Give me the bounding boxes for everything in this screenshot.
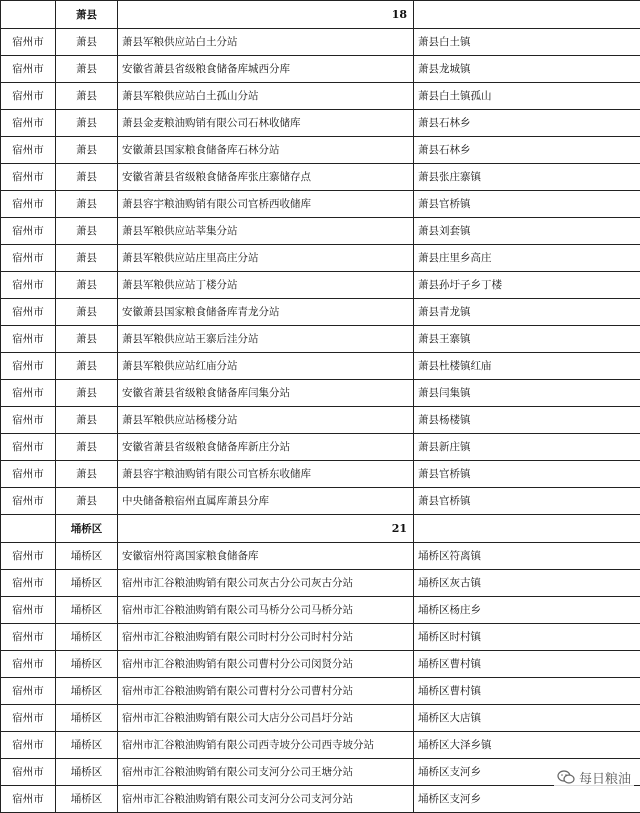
location-cell: 萧县杨楼镇 xyxy=(414,407,640,434)
city-cell: 宿州市 xyxy=(1,353,56,380)
table-body xyxy=(1,1,640,813)
county-cell: 萧县 xyxy=(56,137,118,164)
table-row xyxy=(1,732,640,759)
county-cell: 埇桥区 xyxy=(56,570,118,597)
site-cell: 萧县军粮供应站白土孤山分站 xyxy=(118,83,414,110)
site-cell: 安徽省萧县省级粮食储备库城西分库 xyxy=(118,56,414,83)
location-cell xyxy=(414,515,640,543)
table-row xyxy=(1,299,640,326)
section-count: 18 xyxy=(118,1,414,29)
section-county: 萧县 xyxy=(56,1,118,29)
table-row xyxy=(1,83,640,110)
site-cell: 萧县军粮供应站杨楼分站 xyxy=(118,407,414,434)
county-cell: 萧县 xyxy=(56,299,118,326)
table-row xyxy=(1,272,640,299)
city-cell: 宿州市 xyxy=(1,245,56,272)
site-cell: 宿州市汇谷粮油购销有限公司支河分公司王塘分站 xyxy=(118,759,414,786)
city-cell: 宿州市 xyxy=(1,461,56,488)
city-cell: 宿州市 xyxy=(1,272,56,299)
county-cell: 埇桥区 xyxy=(56,651,118,678)
city-cell: 宿州市 xyxy=(1,110,56,137)
site-cell: 宿州市汇谷粮油购销有限公司时村分公司时村分站 xyxy=(118,624,414,651)
county-cell: 埇桥区 xyxy=(56,624,118,651)
city-cell: 宿州市 xyxy=(1,786,56,813)
watermark-text: 每日粮油 xyxy=(579,768,631,787)
county-cell: 萧县 xyxy=(56,191,118,218)
city-cell: 宿州市 xyxy=(1,29,56,56)
table-row xyxy=(1,678,640,705)
section-header-row xyxy=(1,1,640,29)
county-cell: 萧县 xyxy=(56,488,118,515)
county-cell: 萧县 xyxy=(56,380,118,407)
city-cell: 宿州市 xyxy=(1,137,56,164)
city-cell: 宿州市 xyxy=(1,624,56,651)
table-row xyxy=(1,624,640,651)
county-cell: 萧县 xyxy=(56,326,118,353)
city-cell: 宿州市 xyxy=(1,299,56,326)
section-county: 埇桥区 xyxy=(56,515,118,543)
location-cell: 埇桥区曹村镇 xyxy=(414,678,640,705)
city-cell: 宿州市 xyxy=(1,705,56,732)
county-cell: 埇桥区 xyxy=(56,786,118,813)
site-cell: 宿州市汇谷粮油购销有限公司曹村分公司闵贤分站 xyxy=(118,651,414,678)
table-row xyxy=(1,786,640,813)
wechat-icon xyxy=(557,770,575,785)
county-cell: 埇桥区 xyxy=(56,705,118,732)
site-cell: 宿州市汇谷粮油购销有限公司马桥分公司马桥分站 xyxy=(118,597,414,624)
city-cell xyxy=(1,1,56,29)
location-cell: 埇桥区支河乡 xyxy=(414,786,640,813)
table-row xyxy=(1,570,640,597)
table-row xyxy=(1,245,640,272)
county-cell: 埇桥区 xyxy=(56,597,118,624)
table-row xyxy=(1,164,640,191)
county-cell: 萧县 xyxy=(56,83,118,110)
location-cell: 萧县刘套镇 xyxy=(414,218,640,245)
city-cell: 宿州市 xyxy=(1,678,56,705)
city-cell: 宿州市 xyxy=(1,732,56,759)
location-cell: 萧县青龙镇 xyxy=(414,299,640,326)
county-cell: 萧县 xyxy=(56,29,118,56)
table-row xyxy=(1,380,640,407)
site-cell: 安徽萧县国家粮食储备库石林分站 xyxy=(118,137,414,164)
city-cell: 宿州市 xyxy=(1,488,56,515)
site-cell: 宿州市汇谷粮油购销有限公司大店分公司昌圩分站 xyxy=(118,705,414,732)
city-cell: 宿州市 xyxy=(1,570,56,597)
city-cell: 宿州市 xyxy=(1,543,56,570)
location-cell: 萧县闫集镇 xyxy=(414,380,640,407)
table-row xyxy=(1,597,640,624)
site-cell: 萧县军粮供应站白土分站 xyxy=(118,29,414,56)
city-cell: 宿州市 xyxy=(1,326,56,353)
county-cell: 萧县 xyxy=(56,461,118,488)
table-row xyxy=(1,434,640,461)
county-cell: 萧县 xyxy=(56,218,118,245)
location-cell: 萧县官桥镇 xyxy=(414,488,640,515)
site-cell: 安徽省萧县省级粮食储备库张庄寨储存点 xyxy=(118,164,414,191)
table-row xyxy=(1,651,640,678)
table-row xyxy=(1,543,640,570)
section-count: 21 xyxy=(118,515,414,543)
county-cell: 萧县 xyxy=(56,407,118,434)
city-cell: 宿州市 xyxy=(1,83,56,110)
location-cell: 萧县杜楼镇红庙 xyxy=(414,353,640,380)
location-cell: 萧县新庄镇 xyxy=(414,434,640,461)
site-cell: 萧县容宇粮油购销有限公司官桥东收储库 xyxy=(118,461,414,488)
table-row xyxy=(1,218,640,245)
location-cell: 萧县石林乡 xyxy=(414,110,640,137)
location-cell: 萧县张庄寨镇 xyxy=(414,164,640,191)
table-row xyxy=(1,461,640,488)
location-cell: 埇桥区符离镇 xyxy=(414,543,640,570)
city-cell: 宿州市 xyxy=(1,407,56,434)
site-cell: 宿州市汇谷粮油购销有限公司支河分公司支河分站 xyxy=(118,786,414,813)
county-cell: 埇桥区 xyxy=(56,543,118,570)
location-cell: 萧县官桥镇 xyxy=(414,461,640,488)
city-cell: 宿州市 xyxy=(1,759,56,786)
city-cell: 宿州市 xyxy=(1,434,56,461)
city-cell: 宿州市 xyxy=(1,164,56,191)
county-cell: 埇桥区 xyxy=(56,732,118,759)
city-cell: 宿州市 xyxy=(1,597,56,624)
county-cell: 萧县 xyxy=(56,434,118,461)
site-cell: 萧县金麦粮油购销有限公司石林收储库 xyxy=(118,110,414,137)
location-cell: 萧县孙圩子乡丁楼 xyxy=(414,272,640,299)
city-cell: 宿州市 xyxy=(1,651,56,678)
site-cell: 萧县军粮供应站庄里高庄分站 xyxy=(118,245,414,272)
city-cell xyxy=(1,515,56,543)
county-cell: 萧县 xyxy=(56,110,118,137)
site-cell: 安徽省萧县省级粮食储备库闫集分站 xyxy=(118,380,414,407)
table-row xyxy=(1,326,640,353)
location-cell: 埇桥区支河乡 xyxy=(414,759,640,786)
table-row xyxy=(1,137,640,164)
site-cell: 中央储备粮宿州直属库萧县分库 xyxy=(118,488,414,515)
location-cell: 埇桥区曹村镇 xyxy=(414,651,640,678)
county-cell: 萧县 xyxy=(56,245,118,272)
location-cell: 埇桥区杨庄乡 xyxy=(414,597,640,624)
county-cell: 萧县 xyxy=(56,272,118,299)
location-cell: 萧县王寨镇 xyxy=(414,326,640,353)
watermark xyxy=(554,767,634,788)
site-cell: 萧县军粮供应站莘集分站 xyxy=(118,218,414,245)
county-cell: 萧县 xyxy=(56,56,118,83)
city-cell: 宿州市 xyxy=(1,218,56,245)
site-cell: 宿州市汇谷粮油购销有限公司曹村分公司曹村分站 xyxy=(118,678,414,705)
site-cell: 安徽宿州符离国家粮食储备库 xyxy=(118,543,414,570)
table-row xyxy=(1,191,640,218)
site-cell: 萧县容宇粮油购销有限公司官桥西收储库 xyxy=(118,191,414,218)
site-cell: 宿州市汇谷粮油购销有限公司西寺坡分公司西寺坡分站 xyxy=(118,732,414,759)
site-cell: 安徽省萧县省级粮食储备库新庄分站 xyxy=(118,434,414,461)
table-row xyxy=(1,705,640,732)
county-cell: 埇桥区 xyxy=(56,759,118,786)
table-row xyxy=(1,488,640,515)
city-cell: 宿州市 xyxy=(1,56,56,83)
table-row xyxy=(1,353,640,380)
location-cell: 萧县庄里乡高庄 xyxy=(414,245,640,272)
county-cell: 萧县 xyxy=(56,164,118,191)
location-cell xyxy=(414,1,640,29)
site-cell: 萧县军粮供应站丁楼分站 xyxy=(118,272,414,299)
county-cell: 萧县 xyxy=(56,353,118,380)
table-row xyxy=(1,56,640,83)
table-row xyxy=(1,110,640,137)
city-cell: 宿州市 xyxy=(1,191,56,218)
table-row xyxy=(1,29,640,56)
location-cell: 萧县石林乡 xyxy=(414,137,640,164)
site-cell: 萧县军粮供应站王寨后洼分站 xyxy=(118,326,414,353)
location-cell: 埇桥区时村镇 xyxy=(414,624,640,651)
table-row xyxy=(1,759,640,786)
location-cell: 萧县龙城镇 xyxy=(414,56,640,83)
location-cell: 萧县官桥镇 xyxy=(414,191,640,218)
table-row xyxy=(1,407,640,434)
site-cell: 宿州市汇谷粮油购销有限公司灰古分公司灰古分站 xyxy=(118,570,414,597)
site-cell: 安徽萧县国家粮食储备库青龙分站 xyxy=(118,299,414,326)
city-cell: 宿州市 xyxy=(1,380,56,407)
location-cell: 萧县白土镇孤山 xyxy=(414,83,640,110)
location-cell: 萧县白土镇 xyxy=(414,29,640,56)
location-cell: 埇桥区大店镇 xyxy=(414,705,640,732)
site-cell: 萧县军粮供应站红庙分站 xyxy=(118,353,414,380)
location-cell: 埇桥区灰古镇 xyxy=(414,570,640,597)
section-header-row xyxy=(1,515,640,543)
location-cell: 埇桥区大泽乡镇 xyxy=(414,732,640,759)
county-cell: 埇桥区 xyxy=(56,678,118,705)
